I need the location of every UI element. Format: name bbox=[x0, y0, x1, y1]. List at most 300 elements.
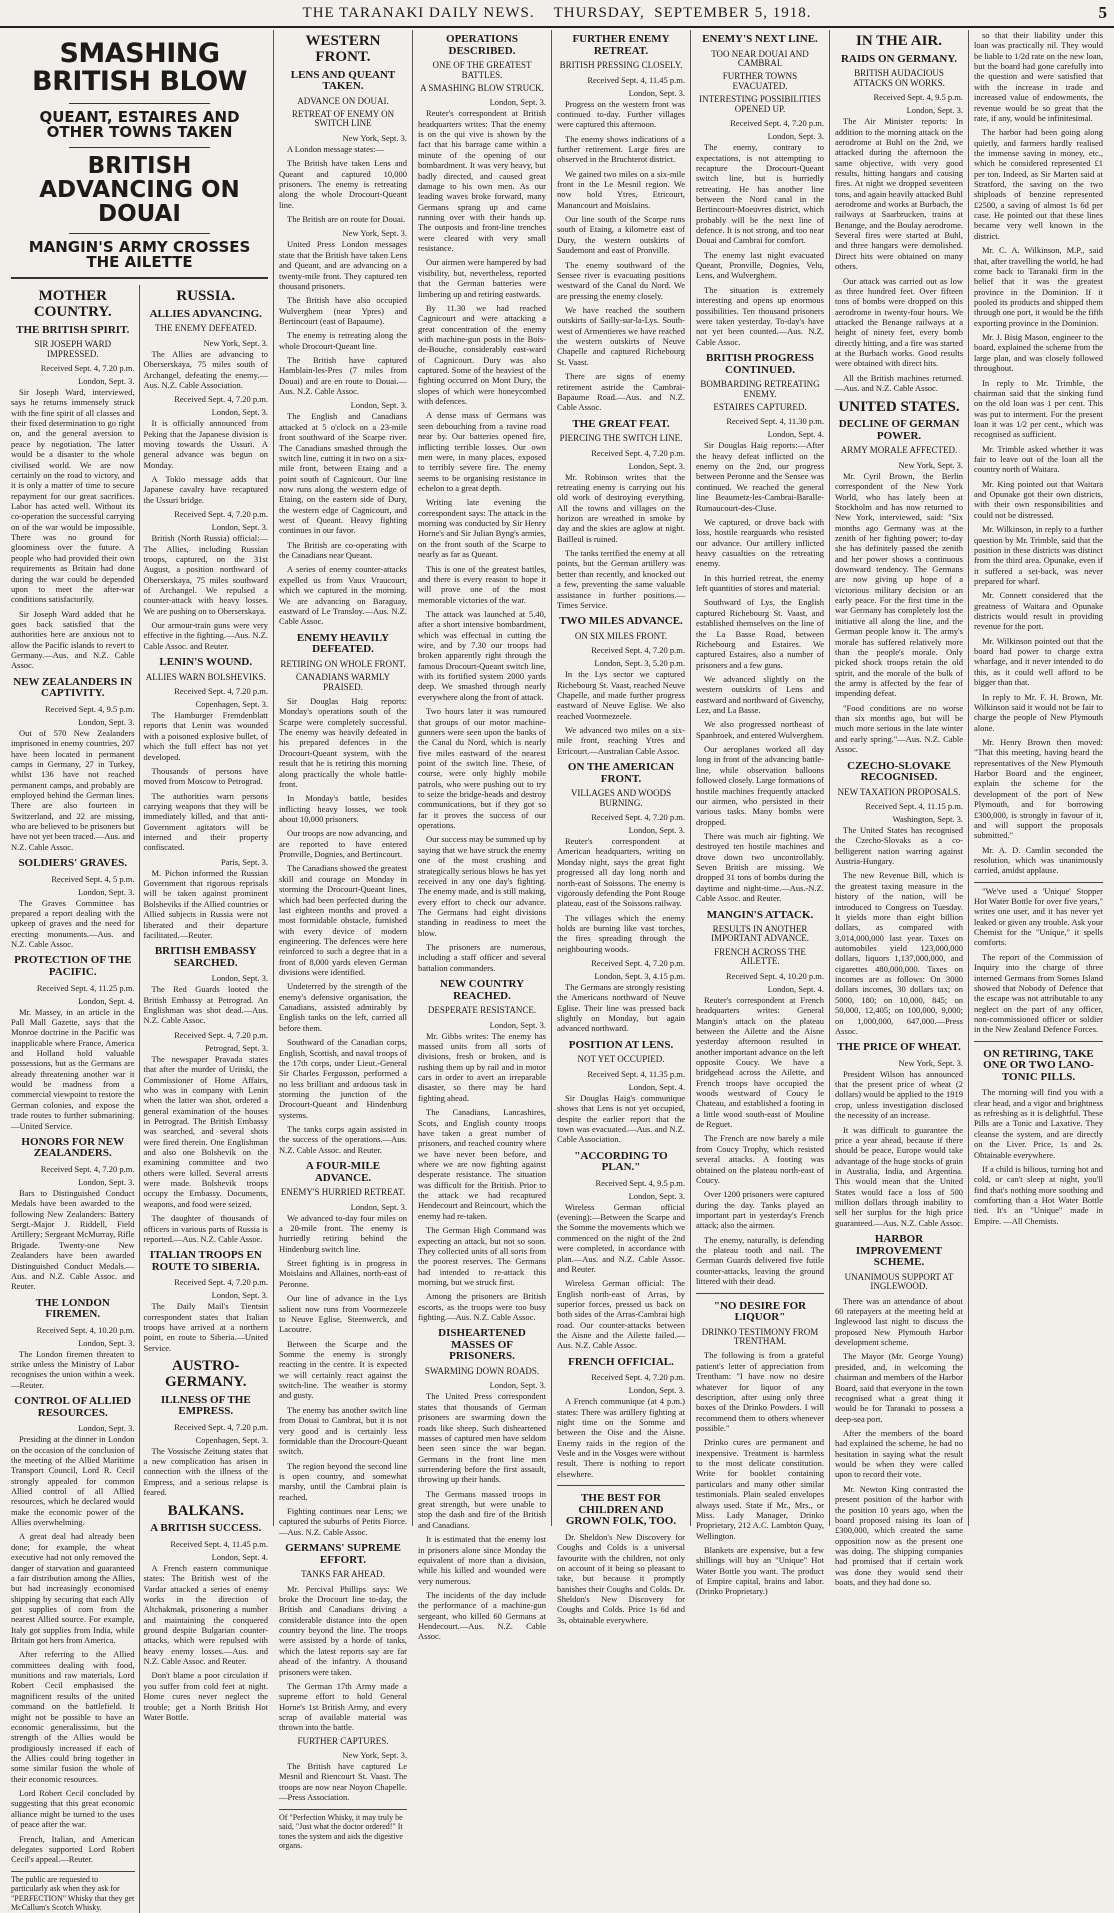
headline: ON THE AMERICAN FRONT. bbox=[567, 761, 675, 785]
article-french-official bbox=[557, 1357, 685, 1479]
headline: BRITISH PROGRESS CONTINUED. bbox=[706, 352, 814, 376]
headline: ALLIES ADVANCING. bbox=[149, 307, 262, 320]
article-further-retreat bbox=[557, 34, 685, 413]
received-line: Received Sept. 4, 11.35 p.m. bbox=[587, 1068, 685, 1079]
paragraph: The enemy shows indications of a further retirement. Large fires are observed in the Bruchterot district. bbox=[557, 133, 685, 165]
dateline: London, Sept. 3. bbox=[78, 1423, 135, 1434]
received-line: Received Sept. 4, 7.20 p.m. bbox=[174, 509, 268, 520]
paragraph: The Vossische Zeitung states that a new complication has arisen in connection with the illness of the Empress, and a serious relapse is feared. bbox=[143, 1445, 268, 1498]
paragraph: In reply to Mr. F. H. Brown, Mr. Wilkinson said it would not be fair to charge the people of New Plymouth alone. bbox=[974, 691, 1103, 733]
paragraph: Fighting continues near Lens; we captured the suburbs of Petits Fiorce.—Aus. N.Z. Cable Assoc. bbox=[279, 1506, 407, 1537]
subhead: FURTHER CAPTURES. bbox=[297, 1735, 389, 1746]
headline: BRITISH EMBASSY SEARCHED. bbox=[154, 945, 257, 969]
paragraph: The report of the Commission of Inquiry into the charge of three interned Germans from Somes Island showed that Nobody of Defence that the escape was not attributable to any neglect on the part of any officer, non-commissioned officer or soldier in the New Zealand Defence Forces. bbox=[974, 951, 1103, 1035]
received-line: Received Sept. 4, 7.20 p.m. bbox=[40, 363, 135, 374]
column-5 bbox=[552, 30, 691, 1625]
dateline: Washington, Sept. 3. bbox=[892, 814, 963, 825]
paragraph: In this hurried retreat, the enemy left quantities of stores and material. bbox=[696, 572, 824, 594]
paragraph: The Red Guards looted the British Embassy at Petrograd. An Englishman was shot dead.—Aus. N.Z. Cable Assoc. bbox=[143, 984, 268, 1026]
dateline: London, Sept. 3. bbox=[78, 376, 135, 387]
paragraph: Mr. A. D. Camlin seconded the resolution, which was unanimously carried, amidst applause. bbox=[974, 844, 1103, 876]
paragraph: so that their liability under this loan was practically nil. They would be liable to 1/2d rate on the new loan, but the board had gone carefully into the question and were satisfied that with the increase in trade and increased value of endowments, the revenue would be so great that the rate, if any, would be infinitesimal. bbox=[974, 30, 1103, 123]
paragraph: Over 1200 prisoners were captured during the day. Tanks played an important part in yesterday's French attack; also the airmen. bbox=[696, 1189, 824, 1231]
paragraph: We advanced slightly on the western outskirts of Lens and eastward and northward of Givenchy, Lez, and La Basse. bbox=[696, 673, 824, 716]
article-nz-captivity bbox=[11, 677, 135, 852]
dateline: Paris, Sept. 3. bbox=[221, 856, 268, 867]
article-czecho-slovake bbox=[835, 761, 963, 1037]
article-price-wheat bbox=[835, 1042, 963, 1228]
headline: THE BRITISH SPIRIT. bbox=[16, 323, 130, 336]
section-austro-germany: AUSTRO-GERMANY. bbox=[164, 1358, 247, 1390]
article-german-power bbox=[835, 419, 963, 754]
paragraph: A great deal had already been done; for example, the wheat executive had not only removed the danger of starvation and guaranteed a fair distribution among the Allies, but had increasingly economised shipping by securing that each Ally got supplies of corn from the nearest Allied source. For example, Italy got supplies from India, while Britain got hers from America. bbox=[11, 1531, 135, 1646]
dateline: London, Sept. 3. bbox=[78, 716, 135, 727]
headline: POSITION AT LENS. bbox=[568, 1038, 674, 1051]
paragraph: The Hamburger Fremdenblatt reports that Lenin was wounded with a poisoned explosive bullet, of which the full effect has not yet developed. bbox=[143, 710, 268, 762]
paragraph: Sir Douglas Haig reports: Monday's operations south of the Scarpe were completely successful. The enemy was heavily defeated in his prepared defences in the Drocourt-Queant system, with the result that he is retiring this morning along practically the whole battle-front. bbox=[279, 696, 407, 789]
paragraph: There are signs of enemy retirement astride the Cambrai-Bapaume Road.—Aus. and N.Z. Cable Assoc. bbox=[557, 371, 685, 413]
paragraph: In Monday's battle, besides inflicting heavy losses, we took about 10,000 prisoners. bbox=[279, 793, 407, 824]
paragraph: Between the Scarpe and the Somme the enemy is strongly reacting in the centre. It is expected we will certainly react against the switch-line. The weather is stormy and gusty. bbox=[279, 1338, 407, 1401]
headline: GERMANS' SUPREME EFFORT. bbox=[285, 1542, 401, 1566]
paragraph: The new Revenue Bill, which is the greatest taxing measure in the history of the nation, will be introduced to Congress on Tuesday. It yields more than eight billion dollars, as compared with 3,014,000,000 last year. Taxes on automobiles yield 123,000,000 dollars, liquors 1,137,000,000, and cigarettes 480,000,000. Taxes on incomes are as follows: On 3000 dollars incomes, 30 dollars tax; on 5000, 180; on 10,000, 845; on 50,000, 12,405; on 100,000, 9,000; on 1,000,000, 647,000.—Press Assoc. bbox=[835, 870, 963, 1036]
article-lenins-wound bbox=[144, 657, 269, 940]
paragraph: We gained two miles on a six-mile front in the Le Mesnil region. We now hold Ytres, Etricourt, Manancourt and Moislains. bbox=[557, 168, 685, 210]
headline: DISHEARTENED MASSES OF PRISONERS. bbox=[438, 1327, 526, 1363]
subhead: RETIRING ON WHOLE FRONT. bbox=[280, 658, 406, 669]
article-british-spirit bbox=[11, 325, 135, 671]
paragraph: Mr. King pointed out that Waitara and Opunake got their own districts, with their own responsibilities and could not be distressed. bbox=[974, 478, 1103, 520]
headline: LENS AND QUEANT TAKEN. bbox=[290, 68, 396, 93]
dateline: London, Sept. 3. bbox=[211, 1290, 268, 1301]
subhead: VILLAGES AND WOODS BURNING. bbox=[570, 788, 672, 808]
advert-dr-sheldon bbox=[557, 1485, 685, 1625]
subhead: ALLIES WARN BOLSHEVIKS. bbox=[145, 671, 266, 682]
received-line: Received Sept. 4, 5 p.m. bbox=[51, 873, 135, 884]
headline: "ACCORDING TO PLAN." bbox=[574, 1149, 668, 1174]
masthead-paper: THE TARANAKI DAILY NEWS. bbox=[302, 4, 535, 21]
subhead: ON SIX MILES FRONT. bbox=[574, 630, 668, 641]
article-according-to-plan bbox=[557, 1151, 685, 1351]
paragraph: The Canadians, Lancashires, Scots, and English county troops have taken a great number of prisoners, and reached country where we have never been before, and where we are now fighting against desperate resistance. The situation was difficult for the British. Prior to the attack we had recaptured Hendecourt and Reincourt, which the enemy had re-taken. bbox=[418, 1107, 546, 1221]
subhead: BRITISH AUDACIOUS ATTACKS ON WORKS. bbox=[853, 68, 945, 88]
paragraph: Mr. C. A. Wilkinson, M.P., said that, after travelling the world, he had come back to Taranaki firm in the belief that it was the greatest province in the Dominion. If it pooled its products and shipped them through one port, it would be the fifth exporting province in the Dominion. bbox=[974, 245, 1103, 328]
subhead: FURTHER TOWNS EVACUATED. bbox=[722, 71, 798, 91]
paragraph: It is officially announced from Peking that the Japanese division is moving towards the Ussuri. A general advance was begun on Monday. bbox=[143, 418, 268, 470]
dateline: London, Sept. 4. bbox=[767, 429, 824, 440]
paragraph: We captured, or drove back with loss, hostile rearguards who resisted our advance. Our artillery inflicted heavy casualties on the retreating enemy. bbox=[696, 516, 824, 569]
subhead: ONE OF THE GREATEST BATTLES. bbox=[432, 60, 532, 80]
dateline: Copenhagen, Sept. 3. bbox=[195, 699, 268, 710]
paragraph: Mr. Newton King contrasted the present position of the harbor with the position 10 years ago, when the board proposed raising its loan of £300,000, which created the same opposition now as the present one was doing. The shipping companies had promised that if certain work was done they would send their boats, and they had done so. bbox=[835, 1483, 963, 1588]
headline: ON RETIRING, TAKE ONE OR TWO LANO-TONIC PILLS. bbox=[983, 1047, 1094, 1083]
dateline: London, Sept. 3. bbox=[628, 87, 685, 98]
paragraph: A dense mass of Germans was seen debouching from a ravine road near by. Our batteries opened fire, inflicting terrible losses. Our own men were, in many places, exposed to terribly severe fire. The enemy seems to be organising resistance in echelon to a great depth. bbox=[418, 410, 546, 493]
paragraph: Writing late evening the correspondent says: The attack in the morning was conducted by Sir Henry Horne's and Sir Julian Byng's armies, on the front south of the Scarpe to nearly as far as Queant. bbox=[418, 497, 546, 560]
dateline: London, Sept. 3. bbox=[350, 400, 407, 411]
headline: HONORS FOR NEW ZEALANDERS. bbox=[21, 1135, 125, 1160]
article-four-mile-advance bbox=[279, 1161, 407, 1537]
paragraph: The enemy has another switch line from Douai to Cambrai, but it is not very good and is certainly less formidable than the Drocourt-Queant switch. bbox=[279, 1404, 407, 1457]
advert-perfection-whisky: Of "Perfection Whisky, it may truly be said, "Just what the doctor ordered!" It tones the system and aids the digestive organs. bbox=[279, 1809, 407, 1851]
headline: TWO MILES ADVANCE. bbox=[559, 615, 683, 628]
paragraph: The United Press correspondent states that thousands of German prisoners are swarming down the roads like sheep. Such disheartened masses of captured men have seldom been seen since the war began. Germans in the front line men surrendering before the first assault, throwing up their hands. bbox=[418, 1391, 546, 1485]
subhead: ADVANCE ON DOUAI. bbox=[297, 95, 389, 106]
article-american-front bbox=[557, 762, 685, 1034]
article-commission-inquiry bbox=[974, 952, 1103, 1035]
received-line: Received Sept. 4, 7.20 p.m. bbox=[591, 958, 685, 969]
received-line: Received Sept. 4, 7.20 p.m. bbox=[174, 394, 268, 405]
received-line: Received Sept. 4, 11.45 p.m. bbox=[170, 1538, 268, 1549]
paragraph: Presiding at the dinner in London on the occasion of the conclusion of the meeting of the Allied Maritime Transport Council, Lord R. Cecil strongly appealed for common Allied control of all Allied resources, which he declared would make the economic power of the Allies overwhelming. bbox=[11, 1434, 135, 1528]
headline: FRENCH OFFICIAL. bbox=[568, 1355, 674, 1368]
paragraph: The authorities warn persons carrying weapons that they will be immediately killed, and that anti-Government agitators will be interned and their property confiscated. bbox=[143, 790, 268, 853]
received-line: Received Sept. 4, 7.20 p.m. bbox=[591, 447, 685, 458]
paragraph: A French communique (at 4 p.m.) states: There was artillery fighting at night time on the Somme and between the Oise and the Aisne. Enemy raids in the region of the Vesle and in the Vosges were without result. There is nothing to report elsewhere. bbox=[557, 1396, 685, 1479]
headline: LENIN'S WOUND. bbox=[159, 656, 253, 669]
article-allies-advancing bbox=[144, 309, 269, 651]
headline: THE BEST FOR CHILDREN AND GROWN FOLK, TOO. bbox=[565, 1492, 677, 1528]
paragraph: We advanced to-day four miles on a 20-mile front. The enemy is hurriedly retiring behind the Hindenburg switch line. bbox=[279, 1212, 407, 1254]
paragraph: The enemy is retreating along the whole Drocourt-Queant line. bbox=[279, 330, 407, 351]
paragraph: Drinko cures are permanent and inexpensive. Treatment is harmless to the most delicate constitution. Write for booklet containing particulars and many other similar testimonials. Plain sealed envelopes always used. State if Mr., Mrs., or Miss. Lady Manager, Drinko Proprietary, 212 A.C. Lambton Quay, Wellington. bbox=[696, 1437, 824, 1541]
subhead: INTERESTING POSSIBILITIES OPENED UP. bbox=[699, 94, 821, 114]
paragraph: The German High Command was expecting an attack, but not so soon. They collected units of all sorts from the poorest reserves. The Germans had intended to re-attack this morning, but we struck first. bbox=[418, 1225, 546, 1287]
subhead: BOMBARDING RETREATING ENEMY. bbox=[700, 379, 820, 399]
paragraph: The tanks terrified the enemy at all points, but the German artillery was better than recently, and knocked out a few, preventing the same valuable assistance in further positions.—Times Service. bbox=[557, 548, 685, 610]
article-honors bbox=[11, 1137, 135, 1292]
advert-unique-bottle bbox=[974, 882, 1103, 948]
article-british-success bbox=[144, 1523, 269, 1722]
advert-drinko bbox=[696, 1293, 824, 1597]
paragraph: Among the prisoners are British escorts, as the troops were too busy fighting.—Aus. N.Z. Cable Assoc. bbox=[418, 1291, 546, 1323]
subhead: ENEMY'S HURRIED RETREAT. bbox=[280, 1187, 406, 1198]
dateline: London, Sept. 3. bbox=[78, 1337, 135, 1348]
column-8 bbox=[969, 30, 1108, 1526]
subhead: UNANIMOUS SUPPORT AT INGLEWOOD. bbox=[844, 1271, 954, 1292]
section-western-front: WESTERN FRONT. bbox=[305, 33, 381, 65]
paragraph: United Press London messages state that the British have taken Lens and Queant, and are advancing on a twenty-mile front. They captured ten thousand prisoners. bbox=[279, 239, 407, 291]
paragraph: In the Lys sector we captured Richebourg St. Vaast, reached Neuve Chapelle, and made further progress eastward of Neuve Eglise. We also reached Voormezeele. bbox=[557, 669, 685, 721]
dateline: London, Sept. 4. bbox=[767, 983, 824, 994]
lead-headline: SMASHING BRITISH BLOW bbox=[32, 38, 247, 98]
section-balkans: BALKANS. bbox=[167, 1502, 244, 1519]
mother-country-column bbox=[11, 285, 140, 1913]
headline: ENEMY HEAVILY DEFEATED. bbox=[296, 631, 390, 656]
paragraph: French, Italian, and American delegates supported Lord Robert Cecil's appeal.—Reuter. bbox=[11, 1833, 135, 1865]
paragraph: Don't blame a poor circulation if you suffer from cold feet at night. Home cures never neglect the trouble; get a North British Hot Water Bottle. bbox=[143, 1670, 268, 1722]
headline: SOLDIERS' GRAVES. bbox=[18, 857, 128, 870]
column-1 bbox=[6, 30, 274, 1913]
received-line: Received Sept. 4, 7.20 p.m. bbox=[591, 812, 685, 823]
column-3 bbox=[274, 30, 413, 1851]
paragraph: The following is from a grateful patient's letter of appreciation from Trentham: "I have now no desire whatever for liquor of any description, after using only three boxes of the Drinko Powders. I will recommend them to others whenever possible." bbox=[696, 1350, 824, 1433]
article-pacific bbox=[11, 955, 135, 1130]
paragraph: "Food conditions are no worse than six months ago, but will be much more serious in the late winter and early spring."—Aus. N.Z. Cable Assoc. bbox=[835, 702, 963, 755]
paragraph: Thousands of persons have moved from Moscow to Petrograd. bbox=[143, 765, 268, 787]
paragraph: The morning will find you with a clear head, and a vigor and brightness as refreshing as it is delightful. These Pills are a Tonic and Laxative. They cleanse the system, and are directly on the Liver. Price, 1s and 2s. Obtainable everywhere. bbox=[974, 1087, 1103, 1160]
paragraph: The London firemen threaten to strike unless the Ministry of Labor recognises the union within a week.—Reuter. bbox=[11, 1348, 135, 1390]
subhead: SIR JOSEPH WARD IMPRESSED. bbox=[34, 339, 112, 359]
paragraph: The Canadians showed the greatest skill and courage on Monday in storming the Drocourt-Queant lines, which had been perfected during the last eighteen months and proved a most formidable obstacle, furnished with every device of modern engineering. The defences were here reinforced to such a degree that in a front of 8,000 yards eleven German divisions were identified. bbox=[279, 863, 407, 978]
article-two-miles bbox=[557, 616, 685, 756]
article-great-feat bbox=[557, 419, 685, 611]
paragraph: The Germans massed troops in great strength, but were unable to stop the dash and fire of the British and Canadians. bbox=[418, 1488, 546, 1530]
paragraph: The French are now barely a mile from Coucy Trophy, which resisted several attacks. A footing was obtained on the plateau north-east of Coucy. bbox=[696, 1133, 824, 1185]
paragraph: After referring to the Allied committees dealing with food, munitions and raw materials, Lord Robert Cecil emphasised the magnificent results of the united command on the battlefield. It might not be possible to have an economic generalissimo, but the strength of the Allies would be prodigiously increased if each of the Allies could bring together in some similar fusion the whole of their economic resources. bbox=[11, 1649, 135, 1784]
paragraph: The enemy last night evacuated Queant, Pronville, Dognies, Velu, Lens, and Wulverghem. bbox=[696, 249, 824, 281]
paragraph: The Daily Mail's Tientsin correspondent states that Italian troops have arrived at a northern point, en route to Siberia.—United Service. bbox=[143, 1301, 268, 1353]
subhead: THE ENEMY DEFEATED. bbox=[155, 323, 257, 334]
paragraph: Dr. Sheldon's New Discovery for Coughs and Colds is a universal favourite with the children, not only on account of it being so pleasant to take, but because it promptly banishes their Coughs and Colds. Dr. Sheldon's New Discovery for Coughs and Colds. Price 1s 6d and 3s, obtainable everywhere. bbox=[557, 1531, 685, 1625]
paragraph: Progress on the western front was continued to-day. Further villages were captured this afternoon. bbox=[557, 98, 685, 130]
headline: THE PRICE OF WHEAT. bbox=[837, 1041, 961, 1054]
paragraph: The Air Minister reports: In addition to the morning attack on the aerodrome at Buhl on the 2nd, we attacked during the afternoon the same objective, with very good results, hitting hangars and causing fires. At night we dropped seventeen tons, and again heavily attacked Buhl aerodrome and works at Burbach, the railways at Saarbrucken, trains at Benange, and the Boulay aerodrome. Several fires were started at Buhl, and three hangars were demolished. Direct hits were obtained on many others. bbox=[835, 116, 963, 272]
paragraph: If a child is bilious, turning hot and cold, or can't sleep at night, you'll find that's nothing more soothing and comforting than a Hot Water Bottle tied. It's an "Unique" made in Empire. —All Chemists. bbox=[974, 1163, 1103, 1226]
received-line: Received Sept. 4, 7.20 p.m. bbox=[591, 1372, 685, 1383]
section-mother-country: MOTHER COUNTRY. bbox=[33, 288, 112, 320]
article-embassy-searched bbox=[144, 946, 269, 1244]
article-new-country bbox=[418, 979, 546, 1322]
dateline: London, Sept. 3. bbox=[350, 1201, 407, 1212]
paragraph: The British have captured Hamblain-les-Pres (7 miles from Douai) and are en route to Douai.—Aus. N.Z. Cable Assoc. bbox=[279, 355, 407, 397]
paragraph: Reuter's correspondent at American headquarters, writing on Monday night, says the great fight progressed all day long north and north-east of Soissons. The enemy is vigorously defending the Pont Rouge plateau, east of the Soissons railway. bbox=[557, 836, 685, 909]
dateline: London, Sept. 3. bbox=[628, 460, 685, 471]
paragraph: Reuter's correspondent at French headquarters writes: General Mangin's attack on the plateau between the Ailette and the Aisne yesterday afternoon resulted in another important advance on the left opposite Coucy. We have a bridgehead across the Ailette, and French troops have occupied the woods westward of Coucy le Chateau, and established a footing in a little wood south-east of Mouline de Reguet. bbox=[696, 994, 824, 1130]
received-line: Received Sept. 4, 11.15 p.m. bbox=[865, 801, 963, 812]
received-line: Received Sept. 4, 11.30 p.m. bbox=[726, 416, 824, 427]
paragraph: This is one of the greatest battles, and there is every reason to hope it will prove one of the most memorable victories of the war. bbox=[418, 563, 546, 605]
paragraph: After the members of the board had explained the scheme, he had no hesitation in saying what the result would be when they were called upon to record their vote. bbox=[835, 1427, 963, 1480]
paragraph: Mr. Percival Phillips says: We broke the Drocourt line to-day, the British and Canadians driving a considerable distance into the open country beyond the line. The troops were assisted by a horde of tanks, which the latest reports say are far ahead of the infantry. A thousand prisoners were taken. bbox=[279, 1583, 407, 1677]
paragraph: Mr. J. Bisig Mason, engineer to the board, explained the scheme from the large plan, and was closely followed throughout. bbox=[974, 332, 1103, 374]
paragraph: Mr. Wilkinson pointed out that the board had power to charge extra wharfage, and it never intended to do this, as it could well afford to be bigger than that. bbox=[974, 635, 1103, 688]
paragraph: Our line south of the Scarpe runs south of Etaing, a kilometre east of Dury, the western outskirts of Saudemont and east of Pronville. bbox=[557, 214, 685, 256]
article-supreme-effort bbox=[279, 1543, 407, 1802]
lead-subhead-3: MANGIN'S ARMY CROSSES THE AILETTE bbox=[28, 237, 251, 272]
paragraph: The newspaper Pravada states that after the murder of Uritski, the Commissioner of Home Affairs, who was in company with Lenin when the latter was shot, ordered a general examination of the houses in Petrograd. The British Embassy was searched, and several shots were fired therein. One Englishman and also one Bolshevik on the examining committee and two others were killed. Several arrests were made. Bolshevik troops occupy the Embassy. Documents, weapons, and food were seized. bbox=[143, 1053, 268, 1209]
dateline: New York, Sept. 3. bbox=[203, 337, 268, 348]
article-british-progress bbox=[696, 353, 824, 904]
paragraph: Our line of advance in the Lys salient now runs from Voormezeele to Neuve Eglise, Steenwerck, and Lacoutre. bbox=[279, 1293, 407, 1335]
subhead: DESPERATE RESISTANCE. bbox=[427, 1005, 537, 1016]
paragraph: Sir Joseph Ward added that he goes back satisfied that the authorities here are anxious not to allow the Pacific islands to revert to Germany.—Aus. and N.Z. Cable Assoc. bbox=[11, 608, 135, 671]
paragraph: A London message states:— bbox=[287, 143, 385, 154]
article-mangins-attack bbox=[696, 910, 824, 1287]
headline: ITALIAN TROOPS EN ROUTE TO SIBERIA. bbox=[149, 1249, 262, 1273]
subhead: TANKS FAR AHEAD. bbox=[301, 1569, 385, 1580]
dateline: Copenhagen, Sept. 3. bbox=[195, 1434, 268, 1445]
paragraph: Mr. Massey, in an article in the Pall Mall Gazette, says that the Monroe doctrine in the Pacific was inapplicable where France, America and Holland hold valuable possessions, but as the Germans are already threatening another war it would be madness from a commercial viewpoint to restore the German colonies, and expose the trade routes to further submarining.—United Service. bbox=[11, 1006, 135, 1131]
paragraph: Mr. Cyril Brown, the Berlin correspondent of the New York World, who has lately been at Stockholm and has now returned to New York, interviewed, said: "Six months ago Germany was at the zenith of her fighting power; to-day she has definitely passed the zenith and her power shows a continuous downward tendency. The Germans are now giving up hope of a victorious military decision or an early peace. For the first time in the war Germany has completely lost the initiative all along the line, and the German people know it. The army's morale has suffered relatively more than the people's morale. Only picked shock troops retain the old spirit, and the morale of the bulk of the army is affected by the fear of impending defeat. bbox=[835, 470, 963, 699]
dateline: London, Sept. 3. bbox=[906, 105, 963, 116]
article-disheartened-prisoners bbox=[418, 1328, 546, 1641]
paragraph: M. Pichon informed the Russian Government that rigorous reprisals will be taken against prominent Bolsheviks if the Allied countries or Allied subjects in Russia were not liberated and their departure facilitated.—Reuter. bbox=[143, 867, 268, 940]
dateline: London, Sept. 4. bbox=[628, 1081, 685, 1092]
paragraph: Mr. Trimble asked whether it was fair to leave out of the loan all the country north of Waitara. bbox=[974, 443, 1103, 475]
received-line: Received Sept. 4, 9.5 p.m. bbox=[595, 1177, 685, 1188]
headline: NEW ZEALANDERS IN CAPTIVITY. bbox=[13, 675, 133, 700]
paragraph: Our aeroplanes worked all day long in front of the advancing battle-line, while observation balloons followed closely. Large formations of hostile machines frequently attacked our airmen, who persisted in their various tasks. Many bombs were dropped. bbox=[696, 744, 824, 827]
subhead: ARMY MORALE AFFECTED. bbox=[840, 445, 958, 456]
received-line: Received Sept. 4, 7.20 p.m. bbox=[40, 1163, 135, 1174]
paragraph: The British have taken Lens and Queant and captured 10,000 prisoners. The enemy is retreating along the whole Drocourt-Queant line. bbox=[279, 158, 407, 210]
article-lens-queant bbox=[279, 70, 407, 627]
paragraph: The situation is extremely interesting and opens up enormous possibilities. Ten thousand prisoners were taken yesterday. To-day's have not yet been counted.—Aus. N.Z. Cable Assoc. bbox=[696, 284, 824, 347]
headline: NEW COUNTRY REACHED. bbox=[439, 978, 525, 1002]
dateline: London, Sept. 3, 5.20 p.m. bbox=[594, 658, 685, 669]
headline: CZECHO-SLOVAKE RECOGNISED. bbox=[847, 759, 951, 784]
received-line: Received Sept. 4, 7.20 p.m. bbox=[591, 645, 685, 656]
headline: THE LONDON FIREMEN. bbox=[35, 1296, 110, 1321]
subhead: NOT YET OCCUPIED. bbox=[577, 1054, 665, 1065]
paragraph: A series of enemy counter-attacks expelled us from Vaux Vraucourt, which we captured in the morning. We are advancing on Baraguay, eastward of Le Transloy.—Aus. N.Z. Cable Assoc. bbox=[279, 564, 407, 627]
paragraph: Wireless German official: The English north-east of Arras, by superior forces, pressed us back on both sides of the Arras-Cambrai high road. Our counter-attacks between the Aisne and the Ailette failed.—Aus. N.Z. Cable Assoc. bbox=[557, 1278, 685, 1351]
subhead: FRENCH ACROSS THE AILETTE. bbox=[714, 946, 806, 967]
paragraph: A Tokio message adds that Japanese cavalry have recaptured the Ussuri bridge. bbox=[143, 474, 268, 505]
masthead-day: THURSDAY, bbox=[553, 4, 645, 21]
subhead: RESULTS IN ANOTHER IMPORTANT ADVANCE. bbox=[711, 924, 809, 944]
subhead: PIERCING THE SWITCH LINE. bbox=[559, 433, 683, 444]
dateline: London, Sept. 3. bbox=[211, 973, 268, 984]
headline: PROTECTION OF THE PACIFIC. bbox=[14, 954, 132, 979]
dateline: London, Sept. 3. bbox=[211, 407, 268, 418]
section-russia: RUSSIA. bbox=[176, 288, 236, 305]
article-position-lens bbox=[557, 1040, 685, 1145]
dateline: London, Sept. 3. bbox=[767, 131, 824, 142]
paragraph: Mr. Robinson writes that the retreating enemy is carrying out his old work of destroying everything. All the towns and villages on the horizon are wreathed in smoke by day and the skies are aglow at night. Bailleul is ruined. bbox=[557, 471, 685, 544]
paragraph: Two hours later it was rumoured that groups of our motor machine-gunners were seen upon the banks of the Canal du Nord, which is nearly five miles eastward of the nearest point of the switch line. These, of course, were only highly mobile patrols, who were pushing out to try to seize the bridge-heads and destroy communications, but if they got so far it proves the success of our operations. bbox=[418, 706, 546, 831]
paragraph: Our armour-train guns were very effective in the fighting.—Aus. N.Z. Cable Assoc. and Reuter. bbox=[143, 620, 268, 651]
paragraph: Sir Douglas Haig's communique shows that Lens is not yet occupied, despite the earlier report that the town was evacuated.—Aus. and N.Z. Cable Association. bbox=[557, 1092, 685, 1145]
paragraph: Our attack was carried out as low as three hundred feet. Over fifteen tons of bombs were dropped on this aerodrome in twenty-four hours. We attacked the Benange railways at a height of ninety feet, every bomb directly hitting, and a fire was started at the Burbach works. Good results were obtained with direct hits. bbox=[835, 275, 963, 369]
paragraph: We also progressed northeast of Spanbroek, and entered Wulverghem. bbox=[696, 719, 824, 740]
dateline: London, Sept. 4. bbox=[211, 1551, 268, 1562]
page-number: 5 bbox=[1098, 3, 1108, 22]
dateline: London, Sept. 3. bbox=[489, 1019, 546, 1030]
paragraph: Sir Douglas Haig reports:—After the heavy defeat inflicted on the enemy on the 2nd, our progress between Peronne and the Sensee was continued. We reached the general line Beaumetz-les-Cambrai-Baralle-Rumaucourt-des-Cluse. bbox=[696, 440, 824, 513]
paragraph: The German 17th Army made a supreme effort to hold General Horne's 1st British Army, and every scrap of available material was thrown into the battle. bbox=[279, 1680, 407, 1733]
headline: THE GREAT FEAT. bbox=[572, 417, 670, 430]
dateline: New York, Sept. 3. bbox=[898, 459, 963, 470]
paragraph: The attack was launched at 5.40, after a short intensive bombardment, which was effectual in cutting the wire, and by 7.30 our troops had broken apparently right through the famous Drocourt-Queant switch line, with its fortified system 2000 yards deep. We smashed through nearly everywhere along the front of attack. bbox=[418, 608, 546, 702]
article-harbor-continued bbox=[974, 30, 1103, 876]
paragraph: The British have also occupied Wulverghem (near Ypres) and Bertincourt (east of Bapaume). bbox=[279, 295, 407, 326]
paragraph: Southward of the Canadian corps, English, Scottish, and naval troops of the 17th corps, under Lieut.-General Sir Charles Fergusson, performed a no less brilliant and arduous task in storming the junction of the Drocourt-Queant and Hindenburg systems. bbox=[279, 1037, 407, 1120]
paragraph: The Germans are strongly resisting the Americans northward of Neuve Eglise. Their line was pressed back slightly on Monday, but again advanced northward. bbox=[557, 982, 685, 1034]
paragraph: Our airmen were hampered by bad visibility, but, nevertheless, reported that the German batteries were limbering up and retiring eastwards. bbox=[418, 257, 546, 299]
paragraph: The region beyond the second line is open country, and somewhat marshy, until the Cambrai plain is reached. bbox=[279, 1460, 407, 1502]
paragraph: It was difficult to guarantee the price a year ahead, because if there should be peace, Europe would take advantage of the huge stocks of grain in Australia, India, and Argentina. This would mean that the United States would face a loss of 500 million dollars through inability to sell her surplus for the high price guaranteed.—Aus. N.Z. Cable Assoc. bbox=[835, 1124, 963, 1228]
paragraph: The British have captured Le Mesnil and Riencourt St. Vaast. The troops are now near Noyon Chapelle.—Press Association. bbox=[279, 1761, 407, 1803]
paragraph: Street fighting is in progress in Moislains and Allaines, north-east of Peronne. bbox=[279, 1258, 407, 1289]
paragraph: The British are co-operating with the Canadians near Queant. bbox=[279, 539, 407, 561]
russia-column bbox=[140, 285, 269, 1913]
paragraph: All the British machines returned.—Aus. and N.Z. Cable Assoc. bbox=[835, 372, 963, 394]
received-line: Received Sept. 4, 7.20 p.m. bbox=[174, 1421, 268, 1432]
received-line: Received Sept. 4, 10.20 p.m. bbox=[726, 970, 824, 981]
headline: ENEMY'S NEXT LINE. bbox=[702, 33, 818, 45]
paragraph: We advanced two miles on a six-mile front, reaching Ytres and Etricourt.—Australian Cable Assoc. bbox=[557, 725, 685, 756]
section-in-the-air: IN THE AIR. bbox=[855, 33, 942, 49]
headline: FURTHER ENEMY RETREAT. bbox=[572, 33, 670, 57]
dateline: New York, Sept. 3. bbox=[342, 228, 407, 239]
headline: CONTROL OF ALLIED RESOURCES. bbox=[14, 1395, 132, 1419]
paragraph: Reuter's correspondent at British headquarters writes: That the enemy is on the qui vive is shown by the fact that his barrage came within a minute of the opening of our bombardment. It was very heavy, but badly directed, and caused great damage to his own men. As our leading waves broke forward, many Germans sprang up and came running over with their hands up. The outposts and front-line trenches were cleared with very small resistance. bbox=[418, 108, 546, 254]
received-line: Received Sept. 4, 9.5 p.m. bbox=[45, 703, 135, 714]
paragraph: Wireless German official (evening):—Between the Scarpe and the Somme the movements which we commenced on the night of the 2nd were completed, in accordance with plan.—Aus. and N.Z. Cable Assoc. and Reuter. bbox=[557, 1201, 685, 1274]
received-line: Received Sept. 4, 7.20 p.m. bbox=[174, 1277, 268, 1288]
paragraph: Our troops are now advancing, and are reported to have entered Pronville, Dognies, and Bertincourt. bbox=[279, 828, 407, 860]
dateline: London, Sept. 3. bbox=[628, 1385, 685, 1396]
paragraph: A French eastern communique states: The British west of the Vardar attacked a series of enemy works in the direction of Altchakmak, prisonering a number and maintaining the conquered ground despite Bulgarian counter-attacks, which were repulsed with heavy enemy losses.—Aus. and N.Z. Cable Assoc. and Reuter. bbox=[143, 1562, 268, 1667]
subhead: ESTAIRES CAPTURED. bbox=[713, 401, 807, 412]
lead-subhead-1: QUEANT, ESTAIRES AND OTHER TOWNS TAKEN bbox=[39, 107, 240, 142]
columns bbox=[6, 30, 1108, 1913]
dateline: Petrograd, Sept. 3. bbox=[204, 1042, 268, 1053]
paragraph: Undeterred by the strength of the enemy's defensive organisation, the Canadians, assisted admirably by English tanks on the left, carried all before them. bbox=[279, 981, 407, 1033]
paragraph: The harbor had been going along quietly, and farmers hardly realised the immense saving in money, etc., which he considered represented £1 per ton. Indeed, as Sir Marten said at Stratford, the saving on the two shiploads of benzine represented £2500, a saving of almost 1s 6d per case. He pointed out that these lines became very well known in the district. bbox=[974, 127, 1103, 241]
headline: A FOUR-MILE ADVANCE. bbox=[305, 1160, 381, 1184]
lead-subhead-2: BRITISH ADVANCING ON DOUAI bbox=[39, 153, 240, 228]
received-line: Received Sept. 4, 9.5 p.m. bbox=[873, 92, 963, 103]
dateline: New York, Sept. 3. bbox=[342, 1750, 407, 1761]
subhead: BRITISH PRESSING CLOSELY. bbox=[559, 60, 683, 71]
article-empress bbox=[144, 1395, 269, 1498]
paragraph: The enemy, contrary to expectations, is not attempting to recapture the Drocourt-Queant switch line, but is hurriedly retreating. He has another line between the Nord canal in the Bertincourt-Moeuvres district, which probably will be the next line of defence. It is not strong, and too near Douai and Cambrai for comfort. bbox=[696, 142, 824, 246]
paragraph: The Allies are advancing to Oberserskaya, 75 miles south of Archangel, defeating the enemy.—Aus. N.Z. Cable Association. bbox=[143, 348, 268, 390]
paragraph: British (North Russia) official:—The Allies, including Russian troops, captured, on the 31st August, a position northward of Oberserskaya, 75 miles southward of Archangel. We repulsed a counter-attack with heavy losses. We are pushing on to Oberserskaya. bbox=[143, 533, 268, 616]
paragraph: The prisoners are numerous, including a staff officer and several battalion commanders. bbox=[418, 942, 546, 973]
dateline: London, Sept. 4. bbox=[78, 995, 135, 1006]
paragraph: In reply to Mr. Trimble, the chairman said that the sinking fund on the old loan was 1 per cent. This was put to interment. For the present loan it was 1/2 per cent., which was recognised as sufficient. bbox=[974, 377, 1103, 440]
dateline: London, Sept. 3, 4.15 p.m. bbox=[594, 971, 685, 982]
article-enemy-next-line bbox=[696, 34, 824, 347]
headline: HARBOR IMPROVEMENT SCHEME. bbox=[855, 1233, 943, 1269]
paragraph: Out of 570 New Zealanders imprisoned in enemy countries, 207 have been located in permanent camps in Germany, 27 in Turkey, whilst 136 have not reached permanent camps, and probably are employed behind the German lines. There are also fourteen in Switzerland, and 22 are missing, who are believed to be prisoners but have not yet been traced.—Aus. and N.Z. Cable Assoc. bbox=[11, 727, 135, 852]
notice-whisky: The public are requested to particularly ask when they ask for "PERFECTION" Whisky that they get McCallum's Scotch Whisky. bbox=[11, 1871, 135, 1913]
masthead bbox=[0, 0, 1114, 28]
section-united-states: UNITED STATES. bbox=[838, 398, 960, 415]
paragraph: Mr. Gibbs writes: The enemy has massed units from all sorts of divisions, fresh or broken, and is rushing them up by rail and in motor cars in order to avert an irreparable disaster, so there may be hard fighting ahead. bbox=[418, 1030, 546, 1103]
dateline: London, Sept. 3. bbox=[628, 1190, 685, 1201]
headline: "NO DESIRE FOR LIQUOR" bbox=[713, 1299, 807, 1324]
article-harbor-scheme bbox=[835, 1234, 963, 1587]
paragraph: The villages which the enemy holds are burning like vast torches, the fires spreading through the neighbouring woods. bbox=[557, 912, 685, 954]
paragraph: Southward of Lys, the English captured Richebourg St. Vaast, and established themselves on the line of the La Basse Road, between Richebourg and Estaires. We captured Estaires, also a number of prisoners and a few guns. bbox=[696, 597, 824, 670]
paragraph: We have reached the southern outskirts of Sailly-sur-la-Lys. South-west of Armentieres we have reached the western outskirts of Neuve Chapelle and captured Richebourg St. Vaast. bbox=[557, 305, 685, 367]
subhead: NEW TAXATION PROPOSALS. bbox=[837, 786, 961, 797]
paragraph: The Mayor (Mr. George Young) presided, and, in welcoming the chairman and members of the Harbor Board, said that everyone in the town recognised what a great thing it would be for Taranaki to possess a deep-sea port. bbox=[835, 1351, 963, 1424]
received-line: Received Sept. 4, 11.45 p.m. bbox=[587, 74, 685, 85]
article-soldiers-graves bbox=[11, 858, 135, 949]
paragraph: The United States has recognised the Czecho-Slovaks as a co-belligerent nation warring against Austria-Hungary. bbox=[835, 825, 963, 867]
paragraph: Blankets are expensive, but a few shillings will buy an "Unique" Hot Water Bottle you want. The product of Empire capital, brains and labor. (Drinko Proprietary.) bbox=[696, 1544, 824, 1597]
paragraph: There was an attendance of about 60 ratepayers at the meeting held at Inglewood last night to discuss the proposed New Plymouth Harbor development scheme. bbox=[835, 1295, 963, 1348]
dateline: London, Sept. 3. bbox=[78, 886, 135, 897]
headline: A BRITISH SUCCESS. bbox=[150, 1522, 262, 1535]
paragraph: Sir Joseph Ward, interviewed, says he returns immensely struck with the fine spirit of all classes and their fixed determination to go right on, and the general aversion to peace by negotiation. The latter would be a disaster to the whole civilised world. We are now certainly on the road to victory, and it is only a matter of time to secure repayment for our great sacrifices. Labor has acted well. Without its co-operation the successful carrying on of the war would be impossible. There was no ground for gloominess over the future. A people who had provided their own requirements as Britain had done during the war could be depended upon to meet the after-war conditions satisfactorily. bbox=[11, 387, 135, 605]
subhead: RETREAT OF ENEMY ON SWITCH LINE bbox=[291, 109, 395, 129]
paragraph: The enemy southward of the Sensee river is evacuating positions westward of the Canal du Nord. We are pressing the enemy closely. bbox=[557, 259, 685, 301]
received-line: Received Sept. 4, 10.20 p.m. bbox=[36, 1324, 135, 1335]
paragraph: Bars to Distinguished Conduct Medals have been awarded to the following New Zealanders: Battery Sergt.-Major J. Riddell, Field Artillery; Sergeant McMurray, Rifle Brigade. Twenty-one New Zealanders have been awarded Distinguished Conduct Medals.—Aus. and N.Z. Cable Assoc. and Reuter. bbox=[11, 1187, 135, 1292]
article-operations-described bbox=[418, 34, 546, 973]
dateline: London, Sept. 3. bbox=[489, 97, 546, 108]
headline: MANGIN'S ATTACK. bbox=[706, 908, 814, 921]
paragraph: The incidents of the day include the performance of a machine-gun sergeant, who killed 60 Germans at Hendecourt.—Aus. N.Z. Cable Assoc. bbox=[418, 1589, 546, 1642]
received-line: Received Sept. 4, 7.20 p.m. bbox=[174, 686, 268, 697]
